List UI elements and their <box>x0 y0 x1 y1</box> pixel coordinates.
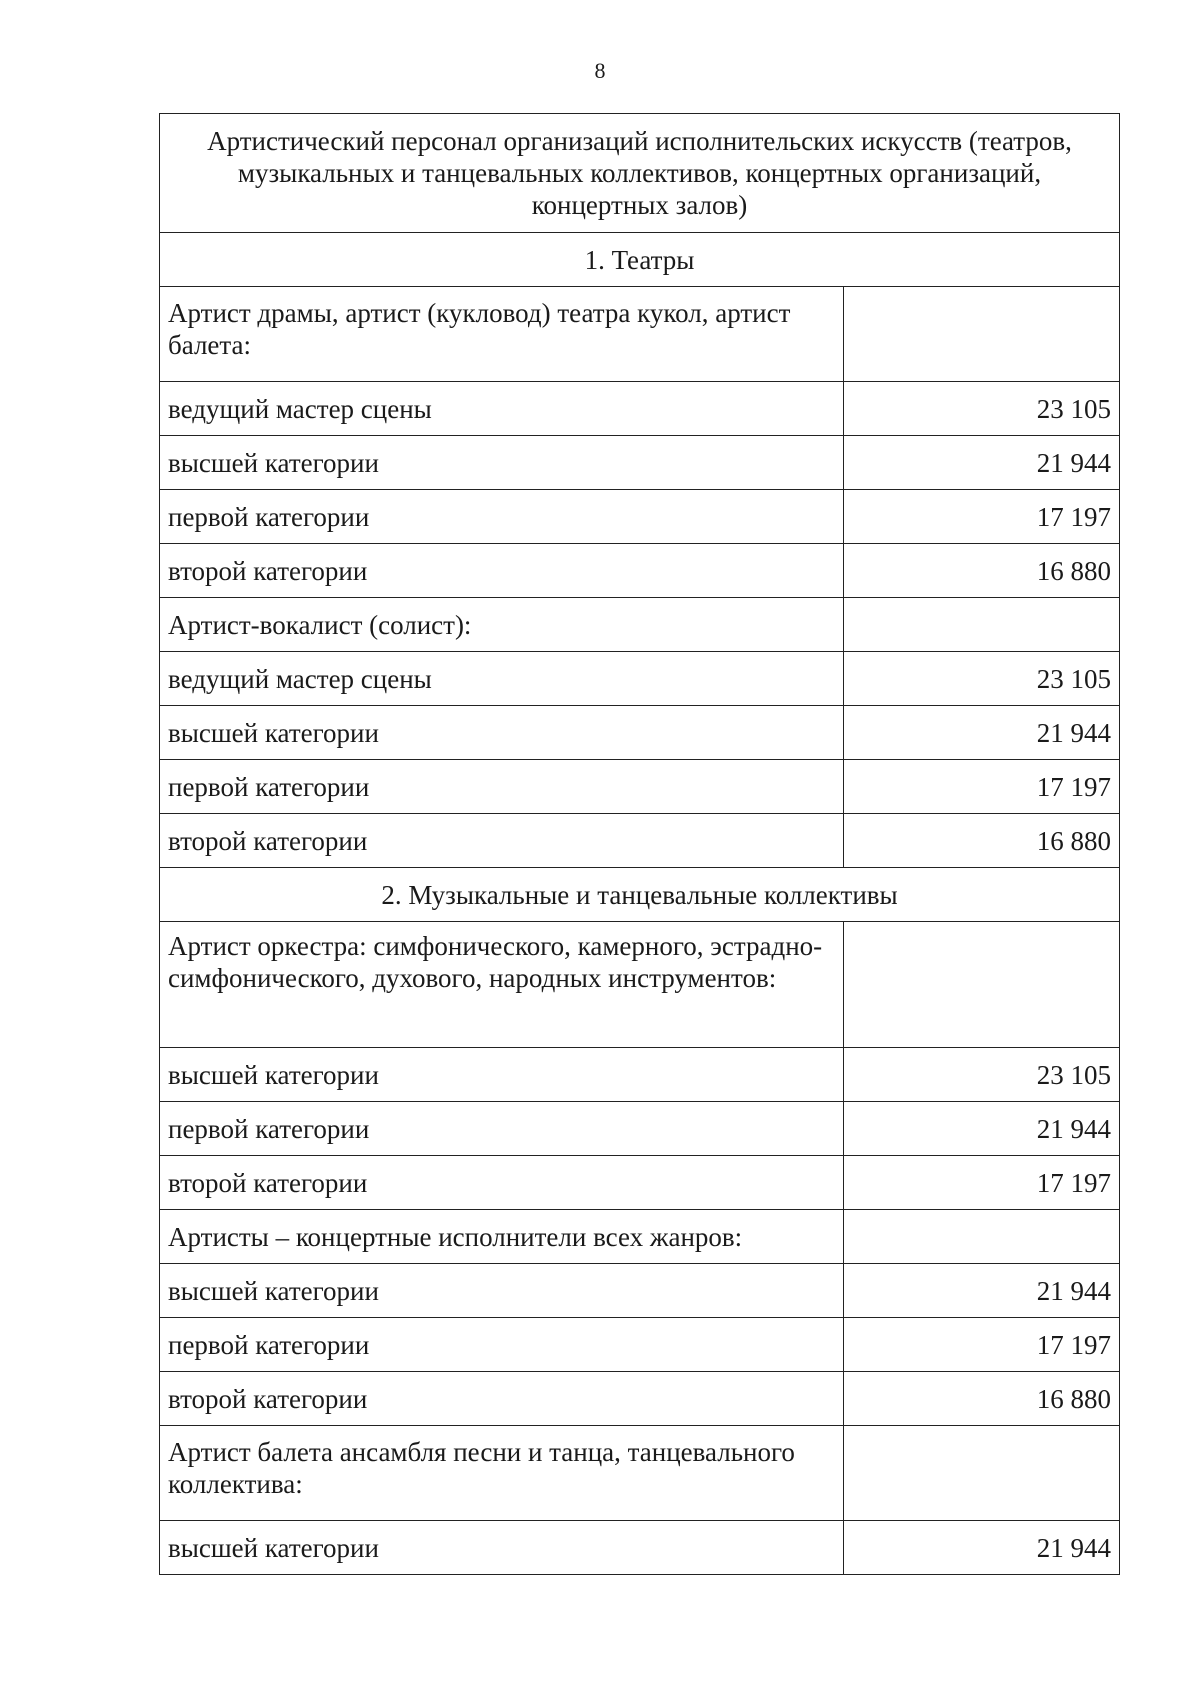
table-row <box>160 1318 1120 1372</box>
row-name: первой категории <box>160 1318 844 1372</box>
table-row <box>160 1521 1120 1575</box>
row-name: высшей категории <box>160 436 844 490</box>
row-value: 21 944 <box>844 1264 1120 1318</box>
row-value: 23 105 <box>844 382 1120 436</box>
row-name: второй категории <box>160 544 844 598</box>
empty-value-cell <box>844 1426 1120 1521</box>
table-row <box>160 706 1120 760</box>
row-value: 16 880 <box>844 814 1120 868</box>
table-row <box>160 544 1120 598</box>
group-label-row <box>160 1210 1120 1264</box>
section-heading: 2. Музыкальные и танцевальные коллективы <box>160 868 1120 922</box>
salary-table <box>159 113 1120 1575</box>
row-name: первой категории <box>160 760 844 814</box>
group-label: Артист балета ансамбля песни и танца, танцевального коллектива: <box>160 1426 844 1521</box>
row-name: второй категории <box>160 1372 844 1426</box>
row-value: 23 105 <box>844 652 1120 706</box>
table-row <box>160 1264 1120 1318</box>
table-title: Артистический персонал организаций исполнительских искусств (театров, музыкальных и танцевальных коллективов, концертных организаций, концертных залов) <box>160 114 1120 233</box>
row-name: второй категории <box>160 814 844 868</box>
row-value: 23 105 <box>844 1048 1120 1102</box>
group-label-row <box>160 922 1120 1048</box>
group-label-row <box>160 598 1120 652</box>
row-value: 21 944 <box>844 706 1120 760</box>
row-name: ведущий мастер сцены <box>160 652 844 706</box>
table-title-row <box>160 114 1120 233</box>
row-value: 16 880 <box>844 1372 1120 1426</box>
table-row <box>160 1372 1120 1426</box>
group-label-row <box>160 1426 1120 1521</box>
section-heading: 1. Театры <box>160 233 1120 287</box>
table-row <box>160 490 1120 544</box>
table-row <box>160 760 1120 814</box>
table-row <box>160 1048 1120 1102</box>
table-row <box>160 382 1120 436</box>
row-name: второй категории <box>160 1156 844 1210</box>
row-value: 17 197 <box>844 1318 1120 1372</box>
row-value: 17 197 <box>844 760 1120 814</box>
group-label: Артисты – концертные исполнители всех жанров: <box>160 1210 844 1264</box>
group-label: Артист драмы, артист (кукловод) театра кукол, артист балета: <box>160 287 844 382</box>
page-number: 8 <box>594 58 606 83</box>
empty-value-cell <box>844 1210 1120 1264</box>
row-value: 21 944 <box>844 1102 1120 1156</box>
empty-value-cell <box>844 287 1120 382</box>
row-value: 21 944 <box>844 1521 1120 1575</box>
table-row <box>160 814 1120 868</box>
table-row <box>160 436 1120 490</box>
row-name: первой категории <box>160 1102 844 1156</box>
row-value: 17 197 <box>844 490 1120 544</box>
row-name: высшей категории <box>160 1264 844 1318</box>
row-value: 21 944 <box>844 436 1120 490</box>
section-heading-row <box>160 868 1120 922</box>
row-value: 17 197 <box>844 1156 1120 1210</box>
group-label-row <box>160 287 1120 382</box>
table-row <box>160 1156 1120 1210</box>
row-name: высшей категории <box>160 1521 844 1575</box>
empty-value-cell <box>844 598 1120 652</box>
row-value: 16 880 <box>844 544 1120 598</box>
section-heading-row <box>160 233 1120 287</box>
row-name: высшей категории <box>160 706 844 760</box>
row-name: высшей категории <box>160 1048 844 1102</box>
group-label: Артист-вокалист (солист): <box>160 598 844 652</box>
empty-value-cell <box>844 922 1120 1048</box>
row-name: ведущий мастер сцены <box>160 382 844 436</box>
table-row <box>160 652 1120 706</box>
row-name: первой категории <box>160 490 844 544</box>
group-label: Артист оркестра: симфонического, камерного, эстрадно-симфонического, духового, народных инструментов: <box>160 922 844 1048</box>
table-row <box>160 1102 1120 1156</box>
